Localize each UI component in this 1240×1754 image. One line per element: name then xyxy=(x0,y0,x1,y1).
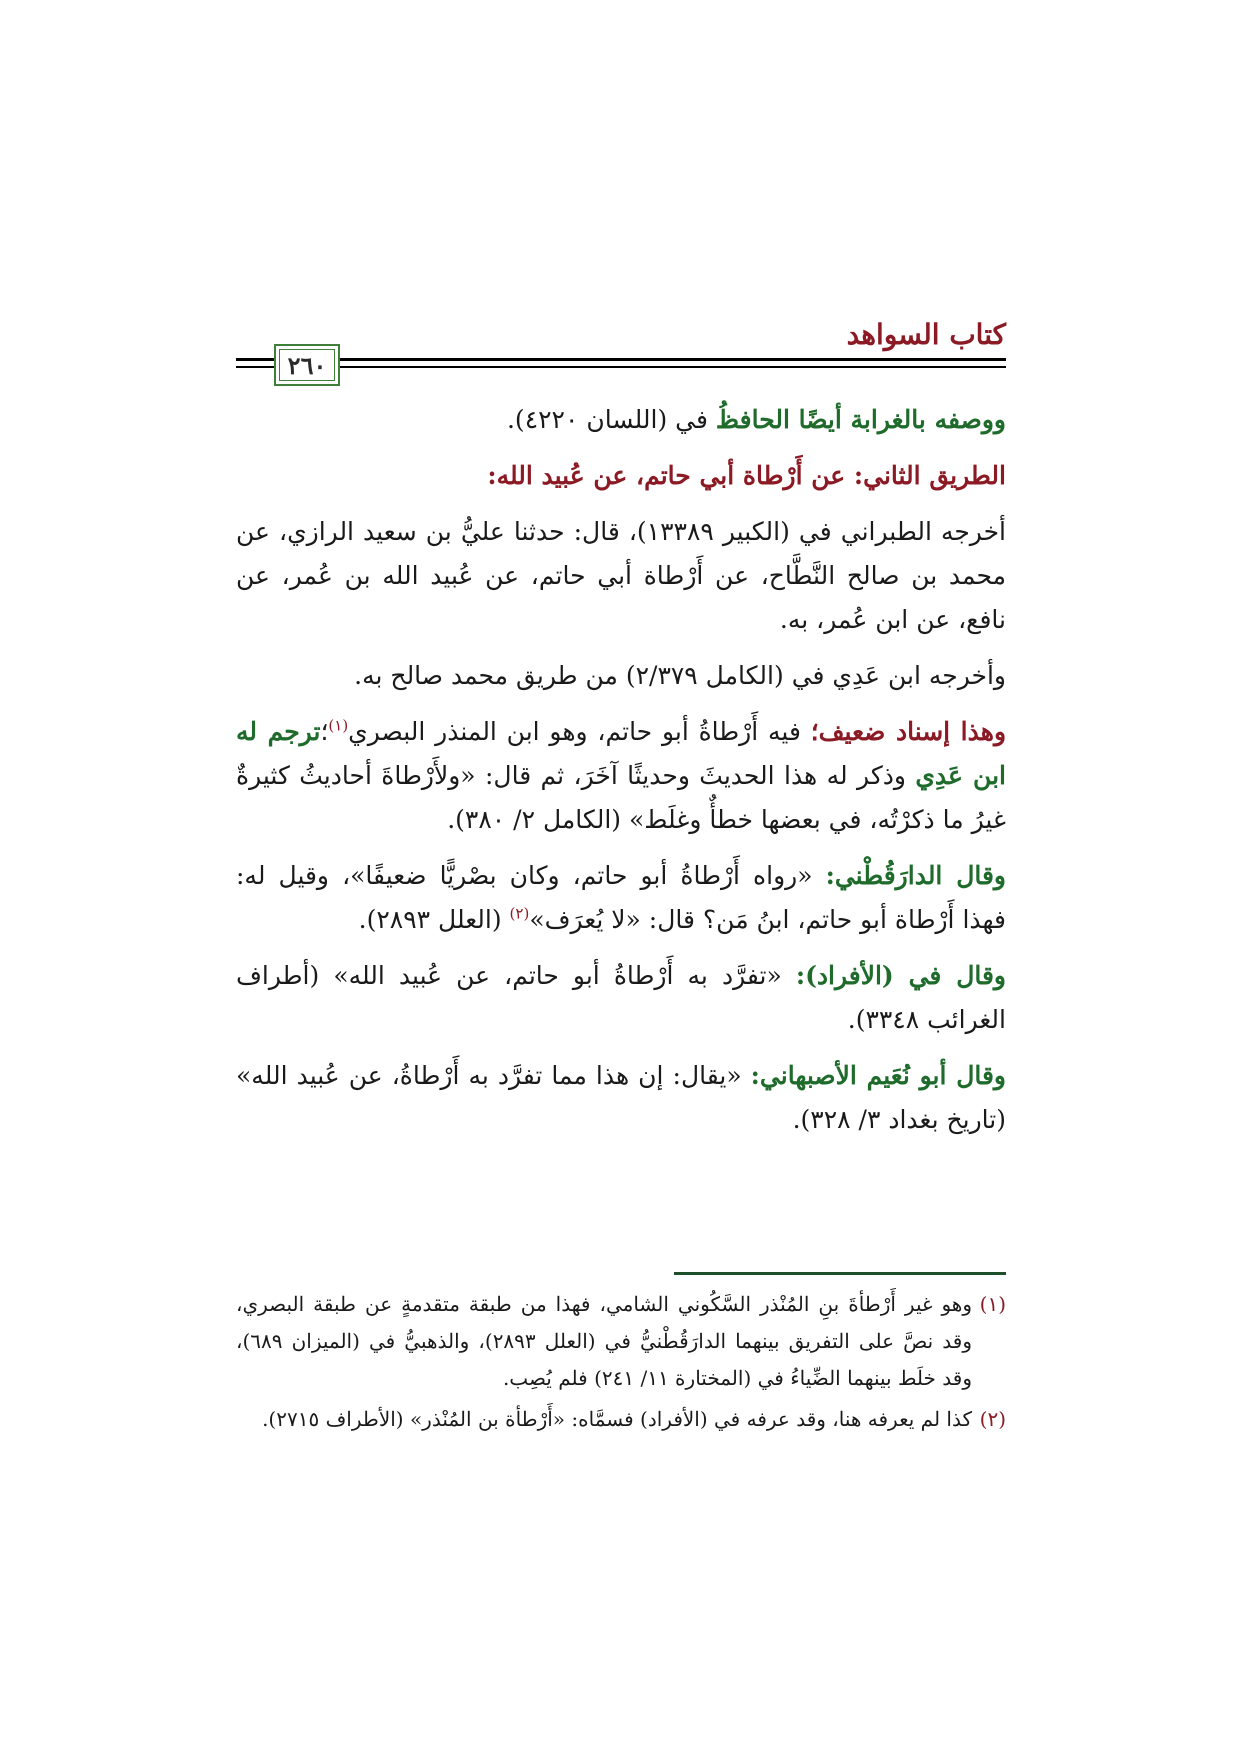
footnote-separator xyxy=(674,1272,1006,1275)
book-title: كتاب السواهد xyxy=(846,318,1006,351)
main-text xyxy=(236,398,1006,1154)
footnotes xyxy=(236,1286,1006,1442)
paragraph-8-lead: وقال أبو نُعَيم الأصبهاني: xyxy=(750,1061,1007,1090)
paragraph-6-lead: وقال الدارَقُطْني: xyxy=(825,861,1007,890)
paragraph-4-text: وأخرجه ابن عَدِي في (الكامل ٢/٣٧٩) من طريق محمد صالح به. xyxy=(354,661,1006,690)
paragraph-5-lead2: ترجم له ابن عَدِي xyxy=(236,717,1006,790)
section-heading-text: الطريق الثاني: عن أَرْطاة أبي حاتم، عن عُبيد الله: xyxy=(487,461,1006,490)
paragraph-6 xyxy=(236,854,1006,942)
header-rule-bottom xyxy=(236,366,1006,368)
footnote-2-number: (٢) xyxy=(979,1407,1006,1431)
footnote-2-text: كذا لم يعرفه هنا، وقد عرفه في (الأفراد) فسمَّاه: «أَرْطأة بن المُنْذر» (الأطراف ٢٧١٥). xyxy=(262,1407,972,1431)
paragraph-7 xyxy=(236,954,1006,1042)
paragraph-1 xyxy=(236,398,1006,442)
footnote-1-text: وهو غير أَرْطأةَ بنِ المُنْذر السَّكُوني الشامي، فهذا من طبقة متقدمةٍ عن طبقة البصري، وقد نصَّ على التفريق بينهما الدارَقُطْنيُّ في (العلل ٢٨٩٣)، والذهبيُّ في (الميزان ٦٨٩)، وقد خلَط بينهما الضِّياءُ في (المختارة ١١/ ٢٤١) فلم يُصِب. xyxy=(236,1292,972,1390)
paragraph-3-text: أخرجه الطبراني في (الكبير ١٣٣٨٩)، قال: حدثنا عليُّ بن سعيد الرازي، عن محمد بن صالح النَّطَّاح، عن أَرْطاة أبي حاتم، عن عُبيد الله بن عُمر، عن نافع، عن ابن عُمر، به. xyxy=(236,517,1006,634)
footnote-2 xyxy=(236,1401,1006,1438)
page-number-badge xyxy=(274,344,340,386)
page-header xyxy=(236,318,1006,388)
paragraph-6-mid: «رواه أَرْطاةُ أبو حاتم، وكان بصْريًّا ضعيفًا»، وقيل له: فهذا أَرْطاة أبو حاتم، ابنُ مَن؟ قال: «لا يُعرَف» xyxy=(236,861,1006,934)
footnote-ref-1[interactable]: (١) xyxy=(328,716,349,735)
paragraph-5-mid: فيه أَرْطاةُ أبو حاتم، وهو ابن المنذر البصري xyxy=(348,717,811,746)
paragraph-5-lead: وهذا إسناد ضعيف؛ xyxy=(810,717,1007,746)
paragraph-6-rest: (العلل ٢٨٩٣). xyxy=(358,905,510,934)
page-number: ٢٦٠ xyxy=(287,350,327,380)
paragraph-8-rest: «يقال: إن هذا مما تفرَّد به أَرْطاةُ، عن عُبيد الله» (تاريخ بغداد ٣/ ٣٢٨). xyxy=(236,1061,1006,1134)
header-rule-top xyxy=(236,358,1006,361)
paragraph-5 xyxy=(236,710,1006,842)
footnote-ref-2[interactable]: (٢) xyxy=(509,904,530,923)
paragraph-7-rest: «تفرَّد به أَرْطاةُ أبو حاتم، عن عُبيد الله» (أطراف الغرائب ٣٣٤٨). xyxy=(236,961,1006,1034)
footnote-1 xyxy=(236,1286,1006,1397)
paragraph-8 xyxy=(236,1054,1006,1142)
paragraph-1-lead: ووصفه بالغرابة أيضًا الحافظُ xyxy=(715,405,1006,434)
paragraph-5-rest: وذكر له هذا الحديثَ وحديثًا آخَرَ، ثم قال: «ولأَرْطاةَ أحاديثُ كثيرةٌ غيرُ ما ذكرْتُه، في بعضها خطأٌ وغلَط» (الكامل ٢/ ٣٨٠). xyxy=(236,761,1006,834)
paragraph-7-lead: وقال في (الأفراد): xyxy=(795,961,1006,990)
paragraph-5-sep: ؛ xyxy=(320,717,329,746)
footnote-1-number: (١) xyxy=(979,1292,1006,1316)
section-heading xyxy=(236,454,1006,498)
paragraph-4 xyxy=(236,654,1006,698)
paragraph-1-rest: في (اللسان ٤٢٢٠). xyxy=(506,405,716,434)
paragraph-3 xyxy=(236,510,1006,642)
